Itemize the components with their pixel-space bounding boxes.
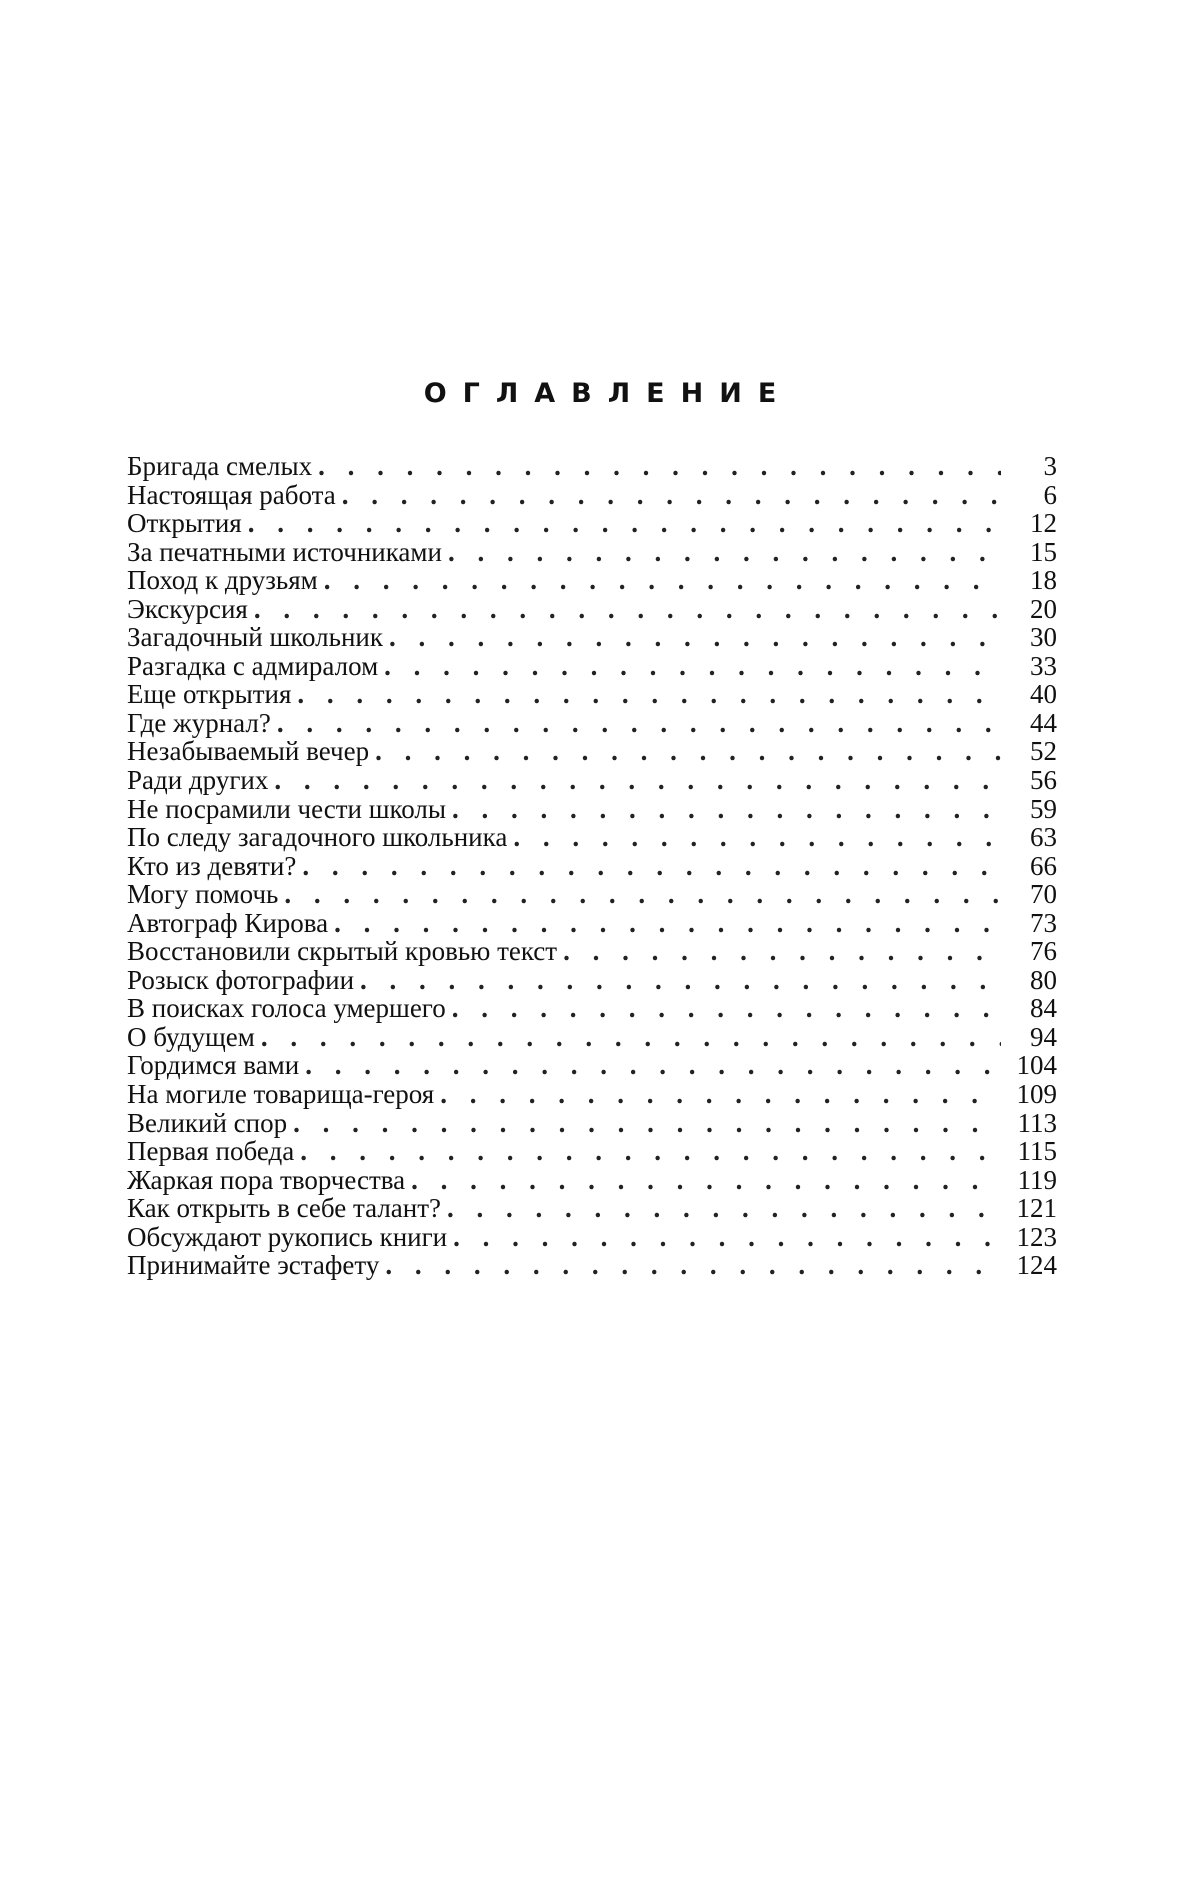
toc-entry	[127, 994, 1057, 1023]
toc-entry	[127, 481, 1057, 510]
toc-entry	[127, 1223, 1057, 1252]
toc-entry	[127, 595, 1057, 624]
toc-entry-title: Кто из девяти?	[127, 850, 297, 881]
toc-entry-title: Великий спор	[127, 1107, 288, 1138]
toc-dot-leader	[563, 937, 1001, 966]
toc-dot-leader	[334, 909, 1001, 938]
toc-entry-page-number: 113	[1017, 1107, 1057, 1138]
toc-dot-leader	[277, 709, 1001, 738]
toc-dot-leader	[440, 1080, 1001, 1109]
toc-entry-title: Ради других	[127, 765, 269, 796]
toc-dot-leader	[452, 994, 1001, 1023]
toc-entry-page-number: 59	[1030, 793, 1057, 824]
toc-entry-page-number: 94	[1030, 1021, 1057, 1052]
toc-entry-title: О будущем	[127, 1021, 255, 1052]
toc-dot-leader	[411, 1166, 1001, 1195]
toc-entry	[127, 1023, 1057, 1052]
toc-entry	[127, 909, 1057, 938]
table-of-contents-heading: ОГЛАВЛЕНИЕ	[423, 378, 793, 409]
toc-entry	[127, 452, 1057, 481]
toc-entry-page-number: 109	[1016, 1079, 1057, 1110]
toc-dot-leader	[302, 852, 1001, 881]
toc-entry	[127, 737, 1057, 766]
toc-entry-title: Разгадка с адмиралом	[127, 650, 379, 681]
toc-entry-title: Первая победа	[127, 1136, 295, 1167]
toc-entry-title: На могиле товарища-героя	[127, 1079, 435, 1110]
toc-entry	[127, 1251, 1057, 1280]
toc-entry-title: Восстановили скрытый кровью текст	[127, 936, 558, 967]
toc-entry-page-number: 66	[1030, 850, 1057, 881]
toc-entry-title: Принимайте эстафету	[127, 1250, 380, 1281]
toc-entry-page-number: 15	[1030, 536, 1057, 567]
toc-entry-page-number: 63	[1030, 822, 1057, 853]
toc-entry-title: Незабываемый вечер	[127, 736, 370, 767]
toc-dot-leader	[448, 538, 1001, 567]
toc-entry-title: Как открыть в себе талант?	[127, 1193, 442, 1224]
toc-entry-page-number: 12	[1030, 508, 1057, 539]
toc-entry-page-number: 56	[1030, 765, 1057, 796]
toc-entry-page-number: 119	[1017, 1164, 1057, 1195]
toc-entry-title: В поисках голоса умершего	[127, 993, 446, 1024]
toc-entry-page-number: 20	[1030, 593, 1057, 624]
toc-dot-leader	[300, 1137, 1001, 1166]
toc-dot-leader	[274, 766, 1001, 795]
toc-dot-leader	[293, 1109, 1001, 1138]
toc-dot-leader	[318, 452, 1001, 481]
toc-entry-title: Могу помочь	[127, 879, 279, 910]
toc-entry	[127, 623, 1057, 652]
toc-dot-leader	[384, 652, 1001, 681]
toc-entry	[127, 566, 1057, 595]
toc-dot-leader	[254, 595, 1001, 624]
toc-entry	[127, 680, 1057, 709]
toc-entry-page-number: 70	[1030, 879, 1057, 910]
toc-entry	[127, 1109, 1057, 1138]
toc-dot-leader	[284, 880, 1001, 909]
table-of-contents-list	[127, 452, 1057, 1280]
toc-entry	[127, 1080, 1057, 1109]
toc-dot-leader	[297, 680, 1001, 709]
toc-dot-leader	[513, 823, 1001, 852]
toc-entry-page-number: 44	[1030, 707, 1057, 738]
toc-entry	[127, 709, 1057, 738]
toc-entry-page-number: 30	[1030, 622, 1057, 653]
toc-dot-leader	[452, 795, 1001, 824]
toc-entry-title: Обсуждают рукопись книги	[127, 1221, 448, 1252]
toc-entry	[127, 1137, 1057, 1166]
toc-entry-page-number: 124	[1016, 1250, 1057, 1281]
toc-entry-page-number: 80	[1030, 964, 1057, 995]
toc-dot-leader	[324, 566, 1001, 595]
toc-entry	[127, 652, 1057, 681]
toc-entry	[127, 966, 1057, 995]
toc-entry-page-number: 3	[1043, 451, 1057, 481]
toc-entry	[127, 880, 1057, 909]
toc-entry-title: Еще открытия	[127, 679, 292, 710]
toc-dot-leader	[385, 1251, 1001, 1280]
toc-entry-title: Открытия	[127, 508, 242, 539]
toc-entry	[127, 766, 1057, 795]
toc-entry-page-number: 76	[1030, 936, 1057, 967]
toc-entry-page-number: 40	[1030, 679, 1057, 710]
toc-entry	[127, 1051, 1057, 1080]
toc-dot-leader	[453, 1223, 1001, 1252]
toc-entry-title: Розыск фотографии	[127, 964, 355, 995]
toc-entry	[127, 823, 1057, 852]
toc-entry-page-number: 104	[1016, 1050, 1057, 1081]
toc-dot-leader	[261, 1023, 1001, 1052]
toc-entry-title: Бригада смелых	[127, 451, 313, 481]
toc-dot-leader	[248, 509, 1001, 538]
toc-entry	[127, 937, 1057, 966]
toc-entry	[127, 1194, 1057, 1223]
toc-entry-page-number: 6	[1043, 479, 1057, 510]
toc-entry-page-number: 121	[1016, 1193, 1057, 1224]
toc-dot-leader	[389, 623, 1001, 652]
toc-entry	[127, 509, 1057, 538]
toc-entry	[127, 852, 1057, 881]
toc-entry-title: По следу загадочного школьника	[127, 822, 508, 853]
toc-entry-title: Где журнал?	[127, 707, 271, 738]
toc-entry-title: Жаркая пора творчества	[127, 1164, 406, 1195]
toc-dot-leader	[360, 966, 1001, 995]
toc-entry-title: Гордимся вами	[127, 1050, 300, 1081]
toc-entry-page-number: 84	[1030, 993, 1057, 1024]
toc-entry-page-number: 18	[1030, 565, 1057, 596]
toc-entry-title: Экскурсия	[127, 593, 248, 624]
toc-entry-title: Не посрамили чести школы	[127, 793, 447, 824]
toc-entry-title: Настоящая работа	[127, 479, 336, 510]
toc-entry-page-number: 123	[1016, 1221, 1057, 1252]
toc-entry-title: Поход к друзьям	[127, 565, 318, 596]
toc-entry-page-number: 33	[1030, 650, 1057, 681]
toc-entry-title: За печатными источниками	[127, 536, 442, 567]
toc-entry-page-number: 115	[1017, 1136, 1057, 1167]
toc-entry-title: Автограф Кирова	[127, 907, 329, 938]
toc-entry	[127, 538, 1057, 567]
toc-dot-leader	[375, 737, 1001, 766]
toc-dot-leader	[305, 1051, 1001, 1080]
toc-entry	[127, 1166, 1057, 1195]
toc-entry-title: Загадочный школьник	[127, 622, 383, 653]
toc-dot-leader	[447, 1194, 1001, 1223]
toc-entry-page-number: 73	[1030, 907, 1057, 938]
toc-entry	[127, 795, 1057, 824]
toc-dot-leader	[342, 481, 1001, 510]
toc-entry-page-number: 52	[1030, 736, 1057, 767]
